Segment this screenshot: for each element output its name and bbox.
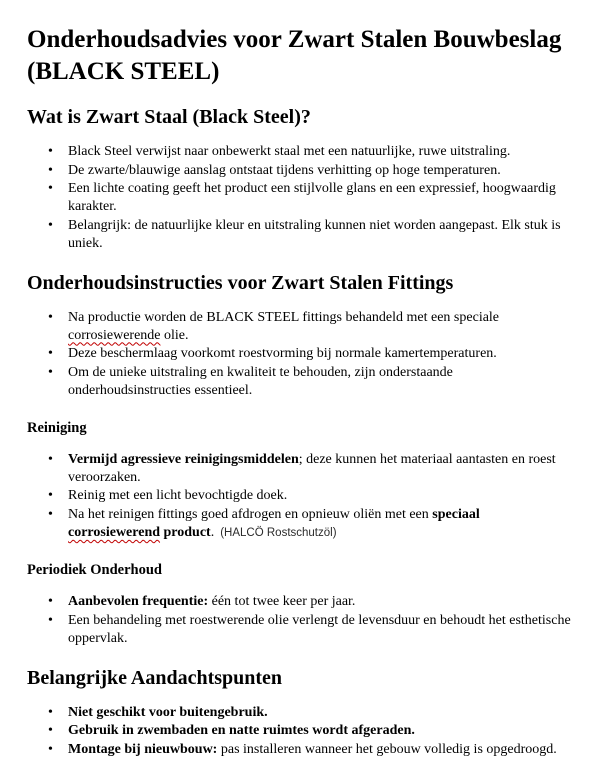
periodic-list xyxy=(27,593,583,648)
list-item xyxy=(68,612,573,648)
instructions-list xyxy=(27,309,583,400)
list-item xyxy=(68,143,573,161)
list-item-bold-text: Gebruik in zwembaden en natte ruimtes wordt afgeraden. xyxy=(68,723,415,739)
list-item xyxy=(68,345,573,363)
list-item-text: Na het reinigen fittings goed afdrogen en opnieuw oliën met een xyxy=(68,506,433,522)
list-item-text: Om de unieke uitstraling en kwaliteit te behouden, zijn onderstaande onderhoudsinstructies essentieel. xyxy=(68,364,453,398)
list-item xyxy=(68,451,573,487)
list-item-text: Belangrijk: de natuurlijke kleur en uitstraling kunnen niet worden aangepast. Elk stuk is uniek. xyxy=(68,217,561,251)
section-heading-important: Belangrijke Aandachtspunten xyxy=(27,666,283,689)
document-title: Onderhoudsadvies voor Zwart Stalen Bouwbeslag (BLACK STEEL) xyxy=(27,26,562,85)
list-item xyxy=(68,593,573,611)
list-item-bold-text: Vermijd agressieve reinigingsmiddelen xyxy=(68,451,299,467)
list-item-text: Deze beschermlaag voorkomt roestvorming bij normale kamertemperaturen. xyxy=(68,346,497,361)
list-item-bold-text: Aanbevolen frequentie: xyxy=(68,594,209,610)
list-item xyxy=(68,741,573,759)
list-item xyxy=(68,704,573,722)
list-item xyxy=(68,162,573,180)
cleaning-list xyxy=(27,451,583,542)
list-item-text: Reinig met een licht bevochtigde doek. xyxy=(68,488,288,504)
list-item-text: Een behandeling met roestwerende olie verlengt de levensduur en behoudt het esthetische oppervlak. xyxy=(68,612,571,646)
list-item-text: pas installeren wanneer het gebouw volledig is opgedroogd. xyxy=(217,741,557,757)
list-item-text: Black Steel verwijst naar onbewerkt staal met een natuurlijke, ruwe uitstraling. xyxy=(68,144,511,159)
list-item-bold-text: speciaal xyxy=(432,506,480,522)
list-item-text: De zwarte/blauwige aanslag ontstaat tijdens verhitting op hoge temperaturen. xyxy=(68,162,501,178)
section-heading-instructions: Onderhoudsinstructies voor Zwart Stalen Fittings xyxy=(27,271,454,294)
list-item xyxy=(68,506,573,542)
list-item-text: olie. xyxy=(160,327,189,343)
list-item-text: één tot twee keer per jaar. xyxy=(208,594,356,610)
list-item xyxy=(68,217,573,253)
product-note: (HALCÖ Rostschutzöl) xyxy=(220,526,337,539)
important-list xyxy=(27,704,583,759)
misspelled-word: corrosiewerend xyxy=(68,524,161,540)
list-item-text: . xyxy=(210,524,215,540)
what-is-list xyxy=(27,143,583,253)
list-item xyxy=(68,364,573,400)
list-item-bold-text: Niet geschikt voor buitengebruik. xyxy=(68,704,268,720)
subsection-heading-cleaning: Reiniging xyxy=(27,419,87,436)
list-item-bold-text: product xyxy=(160,524,211,540)
list-item xyxy=(68,487,573,505)
list-item xyxy=(68,180,573,216)
list-item-bold-text: Montage bij nieuwbouw: xyxy=(68,741,218,757)
misspelled-word: corrosiewerende xyxy=(68,327,161,343)
section-heading-what-is: Wat is Zwart Staal (Black Steel)? xyxy=(27,106,311,128)
subsection-heading-periodic: Periodiek Onderhoud xyxy=(27,561,162,578)
list-item xyxy=(68,722,573,740)
list-item-text: Een lichte coating geeft het product een stijlvolle glans en een expressief, hoogwaardig karakter. xyxy=(68,181,556,214)
list-item xyxy=(68,309,573,345)
list-item-text: ; deze kunnen het materiaal aantasten en roest veroorzaken. xyxy=(68,451,556,485)
list-item-text: Na productie worden de BLACK STEEL fittings behandeld met een speciale xyxy=(68,309,500,325)
